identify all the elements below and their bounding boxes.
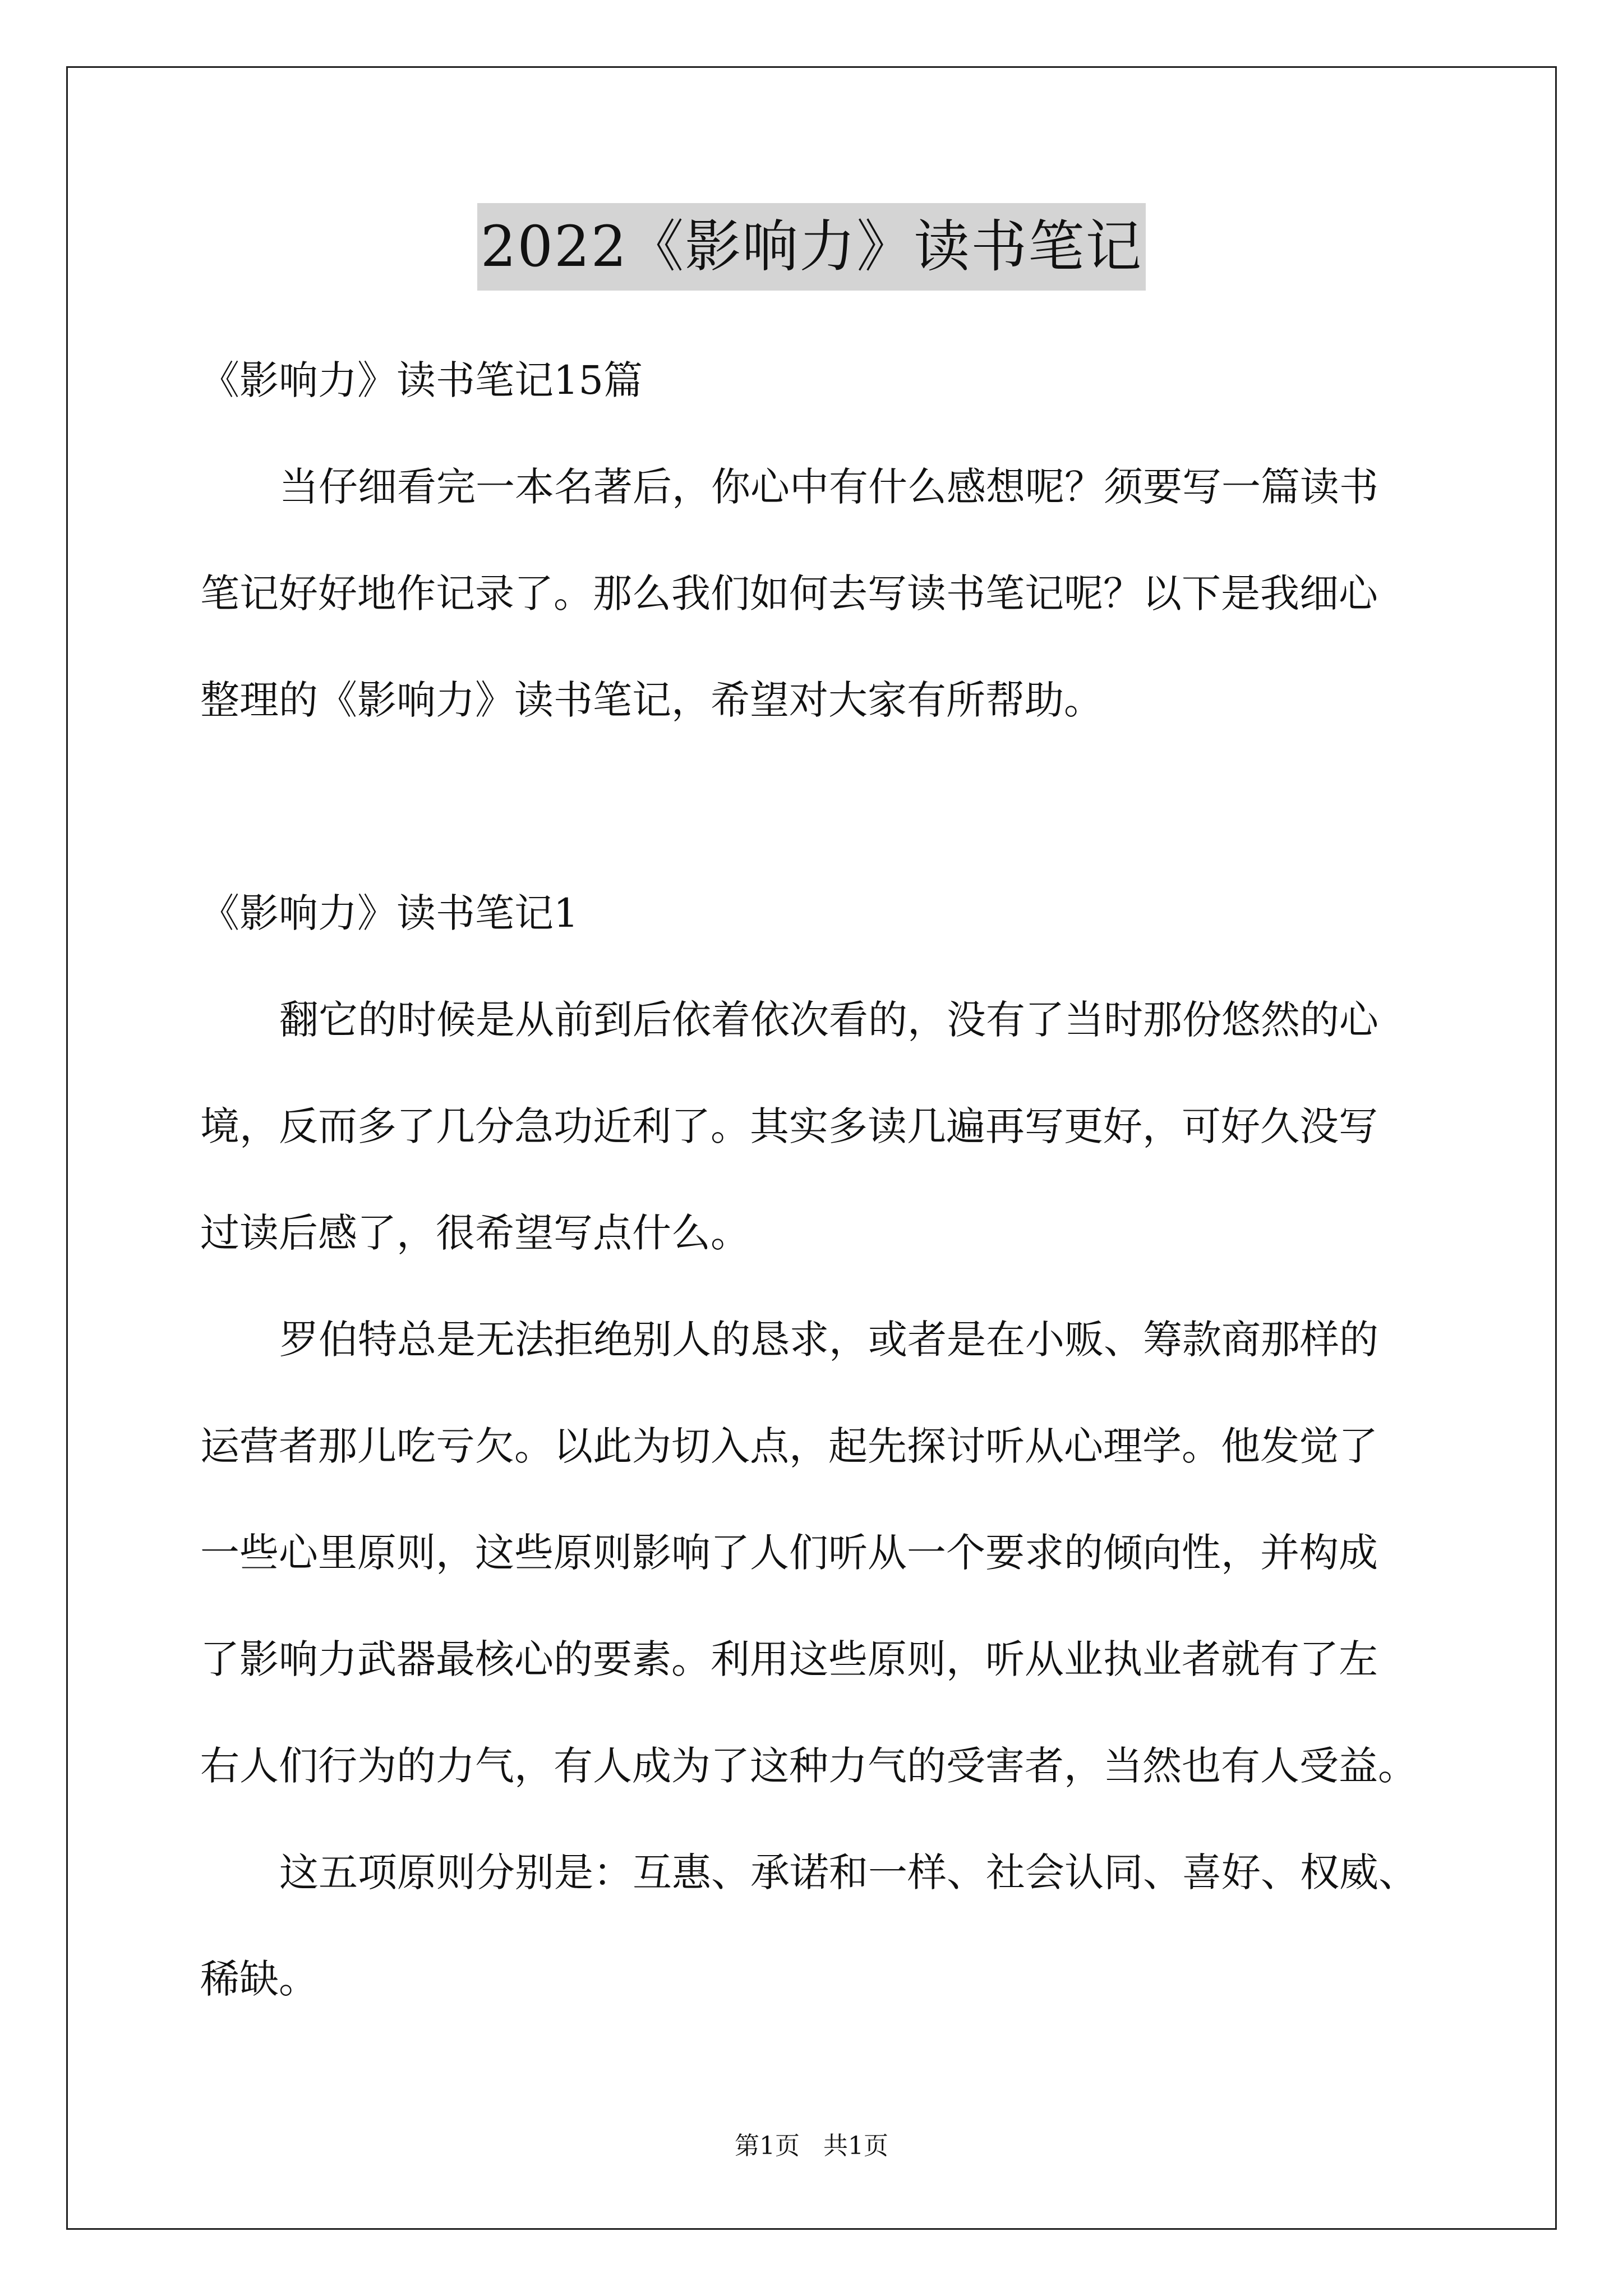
paragraph-line: 稀缺。 — [200, 1956, 318, 2002]
paragraph-line: 运营者那儿吃亏欠。以此为切入点，起先探讨听从心理学。他发觉了 — [200, 1423, 1378, 1469]
section-heading: 《影响力》读书笔记1 — [200, 890, 579, 936]
page-footer: 第1页 共1页 — [735, 2132, 888, 2160]
intro-line: 当仔细看完一本名著后，你心中有什么感想呢？须要写一篇读书 — [279, 464, 1378, 510]
document-subtitle: 《影响力》读书笔记15篇 — [200, 357, 643, 403]
paragraph-line: 罗伯特总是无法拒绝别人的恳求，或者是在小贩、筹款商那样的 — [279, 1317, 1378, 1363]
paragraph-line: 境，反而多了几分急功近利了。其实多读几遍再写更好，可好久没写 — [200, 1103, 1378, 1149]
paragraph-line: 这五项原则分别是：互惠、承诺和一样、社会认同、喜好、权威、 — [279, 1849, 1418, 1895]
paragraph-line: 过读后感了，很希望写点什么。 — [200, 1210, 750, 1256]
document-title: 2022《影响力》读书笔记 — [477, 203, 1146, 291]
paragraph-line: 翻它的时候是从前到后依着依次看的，没有了当时那份悠然的心 — [279, 997, 1378, 1043]
intro-line: 整理的《影响力》读书笔记，希望对大家有所帮助。 — [200, 677, 1103, 723]
paragraph-line: 右人们行为的力气，有人成为了这种力气的受害者，当然也有人受益。 — [200, 1743, 1417, 1789]
title-container — [0, 203, 1623, 291]
intro-line: 笔记好好地作记录了。那么我们如何去写读书笔记呢？以下是我细心 — [200, 570, 1378, 616]
paragraph-line: 了影响力武器最核心的要素。利用这些原则，听从业执业者就有了左 — [200, 1636, 1378, 1682]
paragraph-line: 一些心里原则，这些原则影响了人们听从一个要求的倾向性，并构成 — [200, 1530, 1378, 1576]
